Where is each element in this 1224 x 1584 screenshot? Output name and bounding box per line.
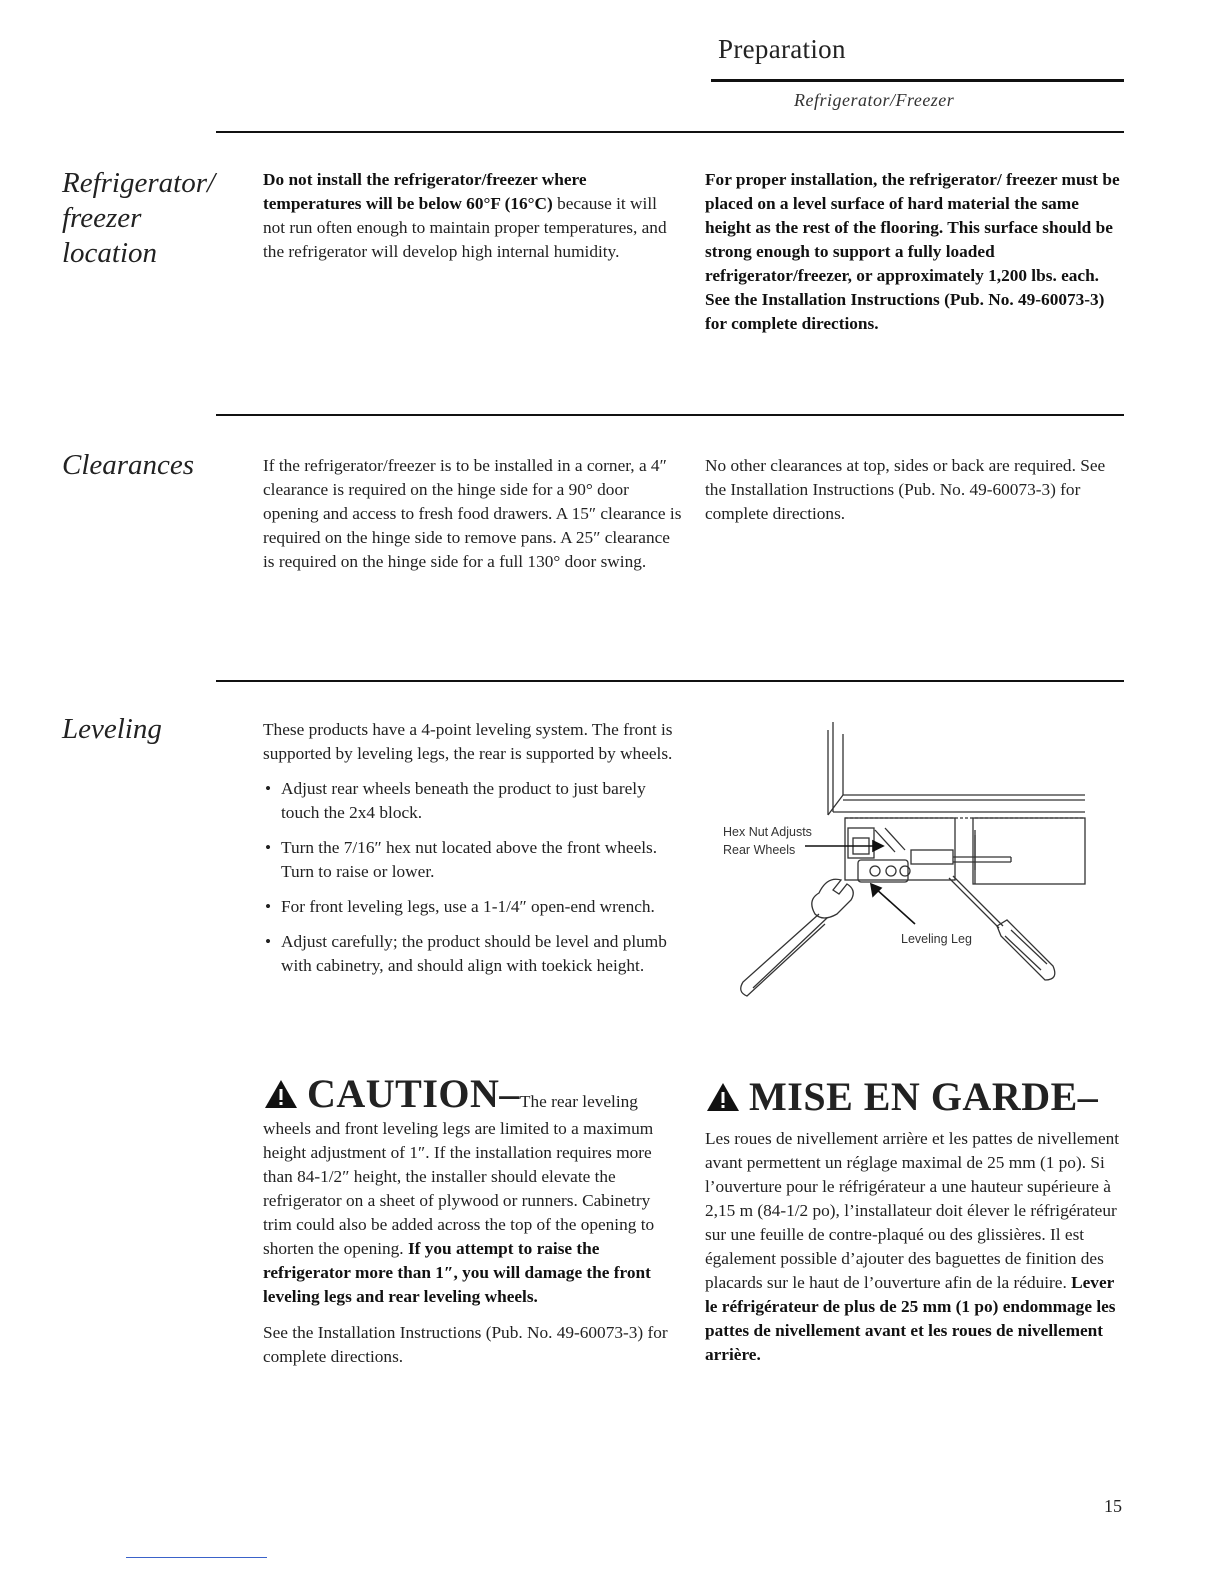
section-rule-leveling (216, 680, 1124, 682)
location-heading-line-3: location (62, 237, 158, 269)
mise-en-garde-block (705, 1074, 1123, 1367)
leveling-text (263, 718, 683, 989)
mise-en-garde-body: Les roues de nivellement arrière et les pattes de nivellement avant permettent un réglage maximal de 25 mm (1 po). Si l’ouverture pour le réfrigérateur a une hauteur supérieure à 2,15 m (84-1/2 po), l’installateur doit élever le réfrigérateur sur une feuille de contre-plaqué ou des glissières. Il est également possible d’ajouter des baguettes de finition des placards sur le haut de l’ouverture afin de la réduire. (705, 1129, 1120, 1292)
leveling-bullet: • Adjust carefully; the product should be level and plumb with cabinetry, and should align with toekick height. (263, 930, 683, 978)
section-title: Preparation (718, 34, 846, 64)
warning-triangle-icon (263, 1078, 299, 1117)
hex-nut-label-line-2: Rear Wheels (723, 843, 796, 857)
location-right-bold: For proper installation, the refrigerator/ freezer must be placed on a level surface of hard material the same height as the rest of the flooring. This surface should be strong enough to support a fully loaded refrigerator/freezer, or approximately 1,200 lbs. each. See the Installation Instructions (Pub. No. 49-60073-3) for complete directions. (705, 170, 1120, 333)
wrench-head-icon (812, 879, 853, 918)
section-subtitle: Refrigerator/Freezer (794, 90, 955, 110)
location-heading-line-2: freezer (62, 202, 142, 234)
mise-en-garde-heading: MISE EN GARDE– (749, 1074, 1099, 1119)
screwdriver-handle-icon (997, 920, 1055, 980)
page-number: 15 (1104, 1496, 1122, 1516)
caution-lead: The rear leveling (519, 1092, 638, 1111)
caution-bold-warning: If you attempt to raise the refrigerator more than 1″, you will damage the front leveling legs and rear leveling wheels. (263, 1239, 651, 1306)
caution-body: wheels and front leveling legs are limited to a maximum height adjustment of 1″. If the installation requires more than 84-1/2″ height, the installer should elevate the refrigerator on a sheet of plywood or runners. Cabinetry trim could also be added across the top of the opening to shorten the opening. (263, 1119, 655, 1258)
header-rule (711, 79, 1124, 82)
location-left-rest: because it will not run often enough to maintain proper temperatures, and the refrigerator will develop high internal humidity. (263, 194, 667, 261)
hex-nut-label-line-1: Hex Nut Adjusts (723, 825, 812, 839)
leveling-heading: Leveling (62, 713, 162, 745)
location-left-text (263, 168, 683, 264)
clearances-left-text: If the refrigerator/freezer is to be installed in a corner, a 4″ clearance is required on the hinge side for a 90° door opening and access to fresh food drawers. A 15″ clearance is required on the hinge side to remove pans. A 25″ clearance is required on the hinge side for a full 130° door swing. (263, 456, 682, 571)
location-right-text (705, 168, 1120, 336)
leveling-bullet: • For front leveling legs, use a 1-1/4″ open-end wrench. (263, 895, 683, 919)
location-left-bold: Do not install the refrigerator/freezer where temperatures will be below 60°F (16°C) (263, 170, 587, 213)
leveling-bullet: • Adjust rear wheels beneath the product to just barely touch the 2x4 block. (263, 777, 683, 825)
clearances-heading: Clearances (62, 449, 195, 481)
caution-heading: CAUTION– (307, 1071, 520, 1116)
leveling-bullet-list (263, 777, 683, 978)
screwdriver-shaft (949, 878, 999, 928)
clearances-right-text: No other clearances at top, sides or back are required. See the Installation Instructions (Pub. No. 49-60073-3) for complete directions. (705, 456, 1106, 523)
leveling-bullet: • Turn the 7/16″ hex nut located above the front wheels. Turn to raise or lower. (263, 836, 683, 884)
caution-see-also: See the Installation Instructions (Pub. No. 49-60073-3) for complete directions. (263, 1323, 668, 1366)
warning-triangle-icon (705, 1081, 741, 1127)
caution-block (263, 1071, 681, 1369)
location-heading-line-1: Refrigerator/ (62, 167, 216, 199)
section-rule-location (216, 131, 1124, 133)
leveling-intro: These products have a 4-point leveling system. The front is supported by leveling legs, the rear is supported by wheels. (263, 720, 673, 763)
footer-link-underline (126, 1557, 267, 1558)
mise-en-garde-bold-warning: Lever le réfrigérateur de plus de 25 mm (1 po) endommage les pattes de nivellement avant et les roues de nivellement arrière. (705, 1273, 1116, 1364)
location-heading (62, 166, 215, 271)
leveling-leg-arrow (875, 888, 915, 924)
leveling-leg-label: Leveling Leg (901, 932, 972, 946)
leveling-diagram (715, 700, 1095, 1005)
section-rule-clearances (216, 414, 1124, 416)
